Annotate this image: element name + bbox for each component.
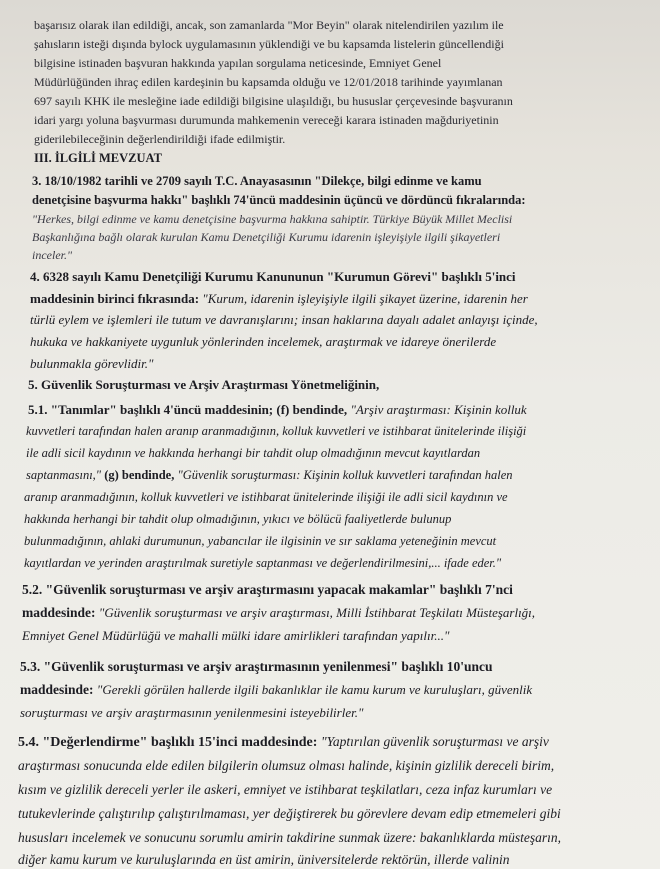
quote-line: Başkanlığına bağlı olarak kurulan Kamu Denetçiliği Kurumu idarenin işleyişiyle ilgili şikayetleri <box>32 230 501 244</box>
quote-line: kuvvetleri tarafından halen aranıp aranmadığının, kolluk kuvvetleri ve istihbarat ünitelerinde ilişiği <box>26 424 527 438</box>
article-heading: 5.1. "Tanımlar" başlıklı 4'üncü maddesinin; (f) bendinde, <box>28 402 348 417</box>
article-heading: 3. 18/10/1982 tarihli ve 2709 sayılı T.C. Anayasasının "Dilekçe, bilgi edinme ve kamu <box>32 174 482 188</box>
quote-line: kısım ve gizlilik dereceli yerler ile askeri, emniyet ve istihbarat teşkilatları, ceza infaz kurumları ve <box>18 782 553 797</box>
text-line: idari yargı yoluna başvurması durumunda mahkemenin vereceği karara istinaden mağduriyetinin <box>34 113 499 127</box>
quote-text: "Güvenlik soruşturması: Kişinin kolluk kuvvetleri tarafından halen <box>177 468 513 482</box>
quote-line: Emniyet Genel Müdürlüğü ve mahalli mülki idare amirlikleri tarafından yapılır..." <box>22 628 450 643</box>
mixed-line <box>26 468 513 483</box>
quote-line: ile adli sicil kaydının ve hakkında herhangi bir tahdit olup olmadığının mevcut kayıtlardan <box>26 446 481 460</box>
quote-text: saptanmasını," <box>26 468 102 482</box>
quote-text: "Kurum, idarenin işleyişiyle ilgili şikayet üzerine, idarenin her <box>202 291 528 306</box>
text-line: 697 sayılı KHK ile mesleğine iade edildiği bilgisine ulaşıldığı, bu hususlar çerçevesinde başvuranın <box>34 94 513 108</box>
quote-line: kayıtlardan ve yerinden araştırılmak suretiyle saptanması ve değerlendirilmesini,... ifade eder." <box>24 556 502 570</box>
article-heading: 5.4. "Değerlendirme" başlıklı 15'inci maddesinde: <box>18 735 318 750</box>
mixed-line <box>28 402 527 418</box>
article-heading: maddesinde: <box>22 605 96 620</box>
quote-line: diğer kamu kurum ve kuruluşlarında en üst amirin, üniversitelerde rektörün, illerde valinin <box>18 852 510 867</box>
quote-line: türlü eylem ve işlemleri ile tutum ve davranışlarını; insan haklarına dayalı adalet anlayışı içinde, <box>30 312 538 327</box>
quote-line: soruşturması ve arşiv araştırmasının yenilenmesini isteyebilirler." <box>20 705 364 720</box>
quote-line: hukuka ve hakkaniyete uygunluk yönlerinden incelemek, araştırmak ve idareye önerilerde <box>30 334 497 349</box>
text-line: bilgisine istinaden başvuran hakkında yapılan sorgulama neticesinde, Emniyet Genel <box>34 56 442 70</box>
quote-line: araştırması sonucunda elde edilen bilgilerin olumsuz olması halinde, kişinin gizlilik dereceli birim, <box>18 758 555 773</box>
text-line: başarısız olarak ilan edildiği, ancak, son zamanlarda "Mor Beyin" olarak nitelendirilen yazılım ile <box>34 18 504 32</box>
article-heading: denetçisine başvurma hakkı" başlıklı 74'üncü maddesinin üçüncü ve dördüncü fıkralarında: <box>32 193 526 207</box>
quote-line: bulunmadığının, ahlaki durumunun, yabancılar ile ilgisinin ve sır saklama yeteneğinin mevcut <box>24 534 497 548</box>
section-title: III. İLGİLİ MEVZUAT <box>34 151 162 165</box>
article-heading: 5.2. "Güvenlik soruşturması ve arşiv araştırmasını yapacak makamlar" başlıklı 7'nci <box>22 582 513 597</box>
text-line: Müdürlüğünden ihraç edilen kardeşinin bu kapsamda olduğu ve 12/01/2018 tarihinde yayımlanan <box>34 75 503 89</box>
article-heading: maddesinde: <box>20 682 94 697</box>
quote-line: inceler." <box>32 248 73 262</box>
text-line: şahısların isteği dışında bylock uygulamasının yüklendiği ve bu kapsamda listelerin güncellendiği <box>34 37 504 51</box>
quote-line: hususları incelemek ve sonucunu sorumlu amirin takdirine sunmak üzere: bakanlıklarda müsteşarın, <box>18 830 562 845</box>
article-heading: maddesinin birinci fıkrasında: <box>30 291 200 306</box>
article-heading: 4. 6328 sayılı Kamu Denetçiliği Kurumu Kanununun "Kurumun Görevi" başlıklı 5'inci <box>30 269 516 284</box>
text-line: giderilebileceğinin değerlendirildiği ifade edilmiştir. <box>34 132 286 146</box>
article-heading: 5.3. "Güvenlik soruşturması ve arşiv araştırmasının yenilenmesi" başlıklı 10'uncu <box>20 659 493 674</box>
quote-line: tutukevlerinde çalıştırılıp çalıştırılmaması, yer değiştirerek bu görevlere devam edip etmemeleri gibi <box>18 806 561 821</box>
quote-line: bulunmakla görevlidir." <box>30 356 154 371</box>
quote-text: "Yaptırılan güvenlik soruşturması ve arşiv <box>320 734 549 749</box>
mixed-line <box>22 605 535 621</box>
quote-text: "Gerekli görülen hallerde ilgili bakanlıklar ile kamu kurum ve kuruluşları, güvenlik <box>96 682 533 697</box>
quote-text: "Güvenlik soruşturması ve arşiv araştırması, Milli İstihbarat Teşkilatı Müsteşarlığı, <box>98 605 536 620</box>
quote-text: "Arşiv araştırması: Kişinin kolluk <box>350 402 527 417</box>
mixed-line <box>30 291 528 307</box>
quote-line: aranıp aranmadığının, kolluk kuvvetleri ve istihbarat ünitelerinde ilişiği ile adli sicil kaydının ve <box>24 490 508 504</box>
section-heading: 5. Güvenlik Soruşturması ve Arşiv Araştırması Yönetmeliğinin, <box>28 377 380 392</box>
mixed-line <box>18 734 549 751</box>
quote-line: hakkında herhangi bir tahdit olup olmadığının, yıkıcı ve bölücü faaliyetlerde bulunup <box>24 512 452 526</box>
article-heading: (g) bendinde, <box>104 468 175 482</box>
mixed-line <box>20 682 532 698</box>
quote-line: "Herkes, bilgi edinme ve kamu denetçisine başvurma hakkına sahiptir. Türkiye Büyük Millet Meclisi <box>32 212 513 226</box>
